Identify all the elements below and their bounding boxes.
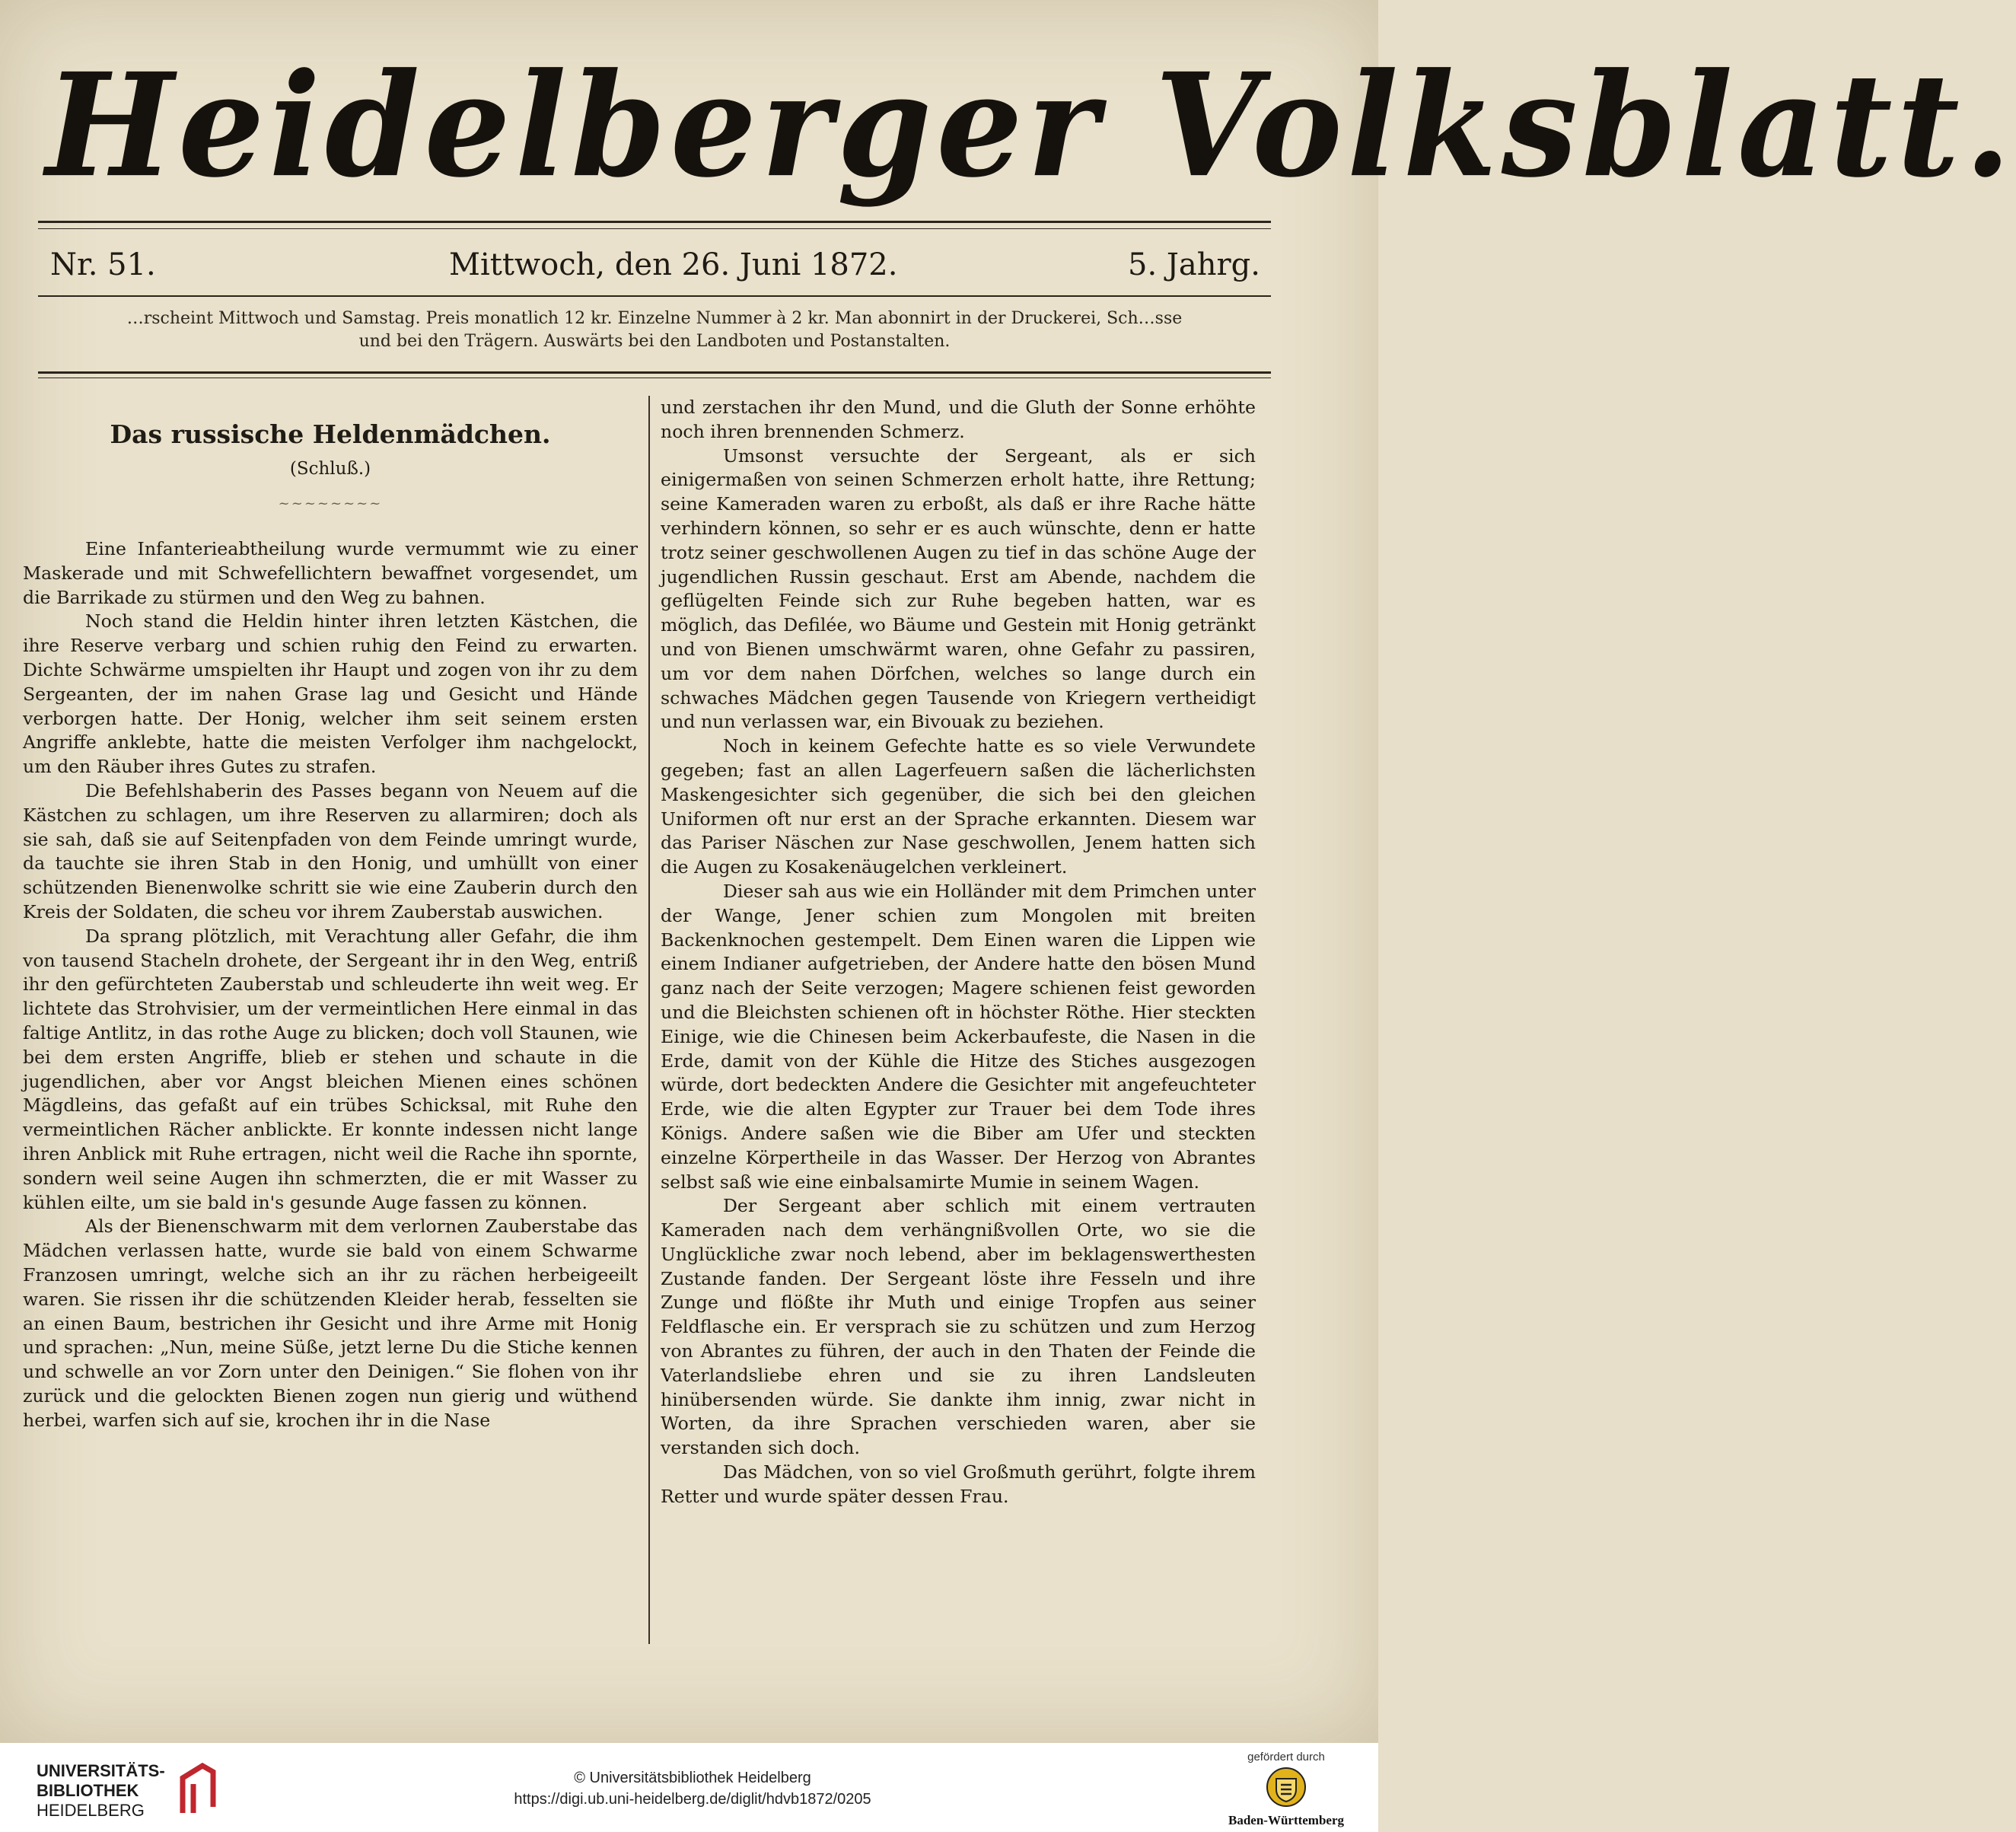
paragraph: Als der Bienenschwarm mit dem verlornen Zauberstabe das Mädchen verlassen hatte, wurde sie bald von einem Schwarme Franzosen umringt, welche sich an ihr zu rächen herbeigeeilt waren. Sie rissen ihr die schützenden Kleider herab, fesselten sie an einen Baum, bestrichen ihr Gesicht und ihre Arme mit Honig und sprachen: „Nun, meine Süße, jetzt lerne Du die Stiche kennen und schwelle an vor Zorn unter den Deinigen.“ Sie flohen von ihr zurück und die gelockten Bienen zogen nun gierig und wüthend herbei, warfen sich auf sie, krochen ihr in die Nase: [23, 1215, 638, 1431]
paragraph: Der Sergeant aber schlich mit einem vertrauten Kameraden nach dem verhängnißvollen Orte, wo sie die Unglückliche zwar noch lebend, aber im beklagenswerthesten Zustande fanden. Der Sergeant löste ihre Fesseln und ihre Zunge und flößte ihr Muth und einige Tropfen aus seiner Feldflasche ein. Er versprach sie zu schützen und zum Herzog von Abrantes zu führen, der auch in den Thaten der Feinde die Vaterlandsliebe ehren und sie zu ihren Landsleuten hinübersenden würde. Sie dankte ihm innig, zwar nicht in Worten, da ihre Sprachen verschieden waren, aber sie verstanden sich doch.: [661, 1195, 1256, 1459]
masthead-rule-thin: [38, 228, 1271, 229]
library-logo[interactable]: [37, 1761, 234, 1822]
paragraph: Noch in keinem Gefechte hatte es so viele Verwundete gegeben; fast an allen Lagerfeuern saßen die lächerlichsten Maskengesichter sich gegenüber, die sich bei den gleichen Uniformen oft nur erst an der Sprache erkannten. Diesem war das Pariser Näschen zur Nase geschwollen, Jenem hatten sich die Augen zu Kosakenäugelchen verkleinert.: [661, 735, 1256, 878]
paragraph: Noch stand die Heldin hinter ihren letzten Kästchen, die ihre Reserve verbarg und schien ruhig den Feind zu erwarten. Dichte Schwärme umspielten ihr Haupt und zogen von ihr zu dem Sergeanten, der im nahen Grase lag und Gesicht und Hände verborgen hatte. Der Honig, welcher ihm seit seinem ersten Angriffe anklebte, hatte die meisten Verfolger ihm nachgelockt, um den Räuber ihres Gutes zu strafen.: [23, 610, 638, 778]
article-subtitle: (Schluß.): [289, 459, 371, 479]
masthead-title: Heidelberger Volksblatt.: [46, 41, 2016, 209]
issue-info-row: [46, 242, 1271, 288]
subscription-line-1: …rscheint Mittwoch und Samstag. Preis monatlich 12 kr. Einzelne Nummer à 2 kr. Man abonnirt in der Druckerei, Sch…sse: [126, 309, 1183, 328]
funding-logo[interactable]: [1218, 1751, 1355, 1827]
paragraph: und zerstachen ihr den Mund, und die Gluth der Sonne erhöhte noch ihren brennenden Schmerz.: [661, 397, 1256, 442]
library-name-line: UNIVERSITÄTS-: [37, 1761, 165, 1780]
funded-by-label: gefördert durch: [1247, 1751, 1325, 1763]
library-name-line: BIBLIOTHEK: [37, 1781, 139, 1800]
library-name-line: HEIDELBERG: [37, 1801, 145, 1820]
issue-date: Mittwoch, den 26. Juni 1872.: [449, 247, 898, 282]
copyright-notice: [426, 1770, 959, 1830]
paragraph: Eine Infanterieabtheilung wurde vermummt wie zu einer Maskerade und mit Schwefellichtern bewaffnet vorgesendet, um die Barrikade zu stürmen und den Weg zu bahnen.: [23, 538, 638, 608]
coat-of-arms-icon: [1266, 1767, 1307, 1808]
subscription-line-2: und bei den Trägern. Auswärts bei den Landboten und Postanstalten.: [358, 332, 951, 351]
info-rule: [38, 295, 1271, 297]
permalink[interactable]: https://digi.ub.uni-heidelberg.de/diglit/hdvb1872/0205: [514, 1791, 871, 1808]
subscription-notice: [30, 307, 1279, 353]
library-name: [37, 1761, 174, 1821]
masthead-rule-top: [38, 221, 1271, 223]
paragraph: Dieser sah aus wie ein Holländer mit dem Primchen unter der Wange, Jener schien zum Mongolen mit breiten Backenknochen gestempelt. Dem Einen waren die Lippen wie einem Indianer aufgetrieben, der Andere hatte den bösen Mund ganz nach der Seite verzogen; Magere schienen feist geworden und die Bleichsten schienen oft in höchster Röthe. Hier steckten Einige, wie die Chinesen beim Ackerbaufeste, die Nasen in die Erde, damit von der Kühle die Hitze des Stiches ausgezogen würde, dort bedeckten Andere die Gesichter mit angefeuchteter Erde, wie die alten Egypter zur Trauer bei dem Tode ihres Königs. Andere saßen wie die Biber am Ufer und steckten einzelne Körpertheile in das Wasser. Der Herzog von Abrantes selbst saß wie eine einbalsamirte Mumie in seinem Wagen.: [661, 880, 1256, 1193]
issue-number: Nr. 51.: [50, 247, 156, 282]
article-title: Das russische Heldenmädchen.: [110, 419, 551, 449]
digitization-footer: [0, 1743, 1378, 1832]
header-rule-bottom: [38, 371, 1271, 374]
paragraph: Umsonst versuchte der Sergeant, als er sich einigermaßen von seinen Schmerzen erholt hatte, ihre Rettung; seine Kameraden waren zu erboßt, als daß er ihre Rache hätte verhindern können, so sehr er es auch wünschte, denn er hatte trotz seiner geschwollenen Augen zu tief in das schöne Auge der jugendlichen Russin geschaut. Erst am Abende, nachdem die geflügelten Feinde sich zur Ruhe begeben hatten, war es möglich, das Defilée, wo Bäume und Gestein mit Honig getränkt und von Bienen umschwärmt waren, ohne Gefahr zu passiren, um vor dem nahen Dörfchen, welches so lange durch ein schwaches Mädchen gegen Tausende von Kriegern vertheidigt und nun verlassen war, ein Bivouak zu beziehen.: [661, 444, 1256, 733]
copyright-text: © Universitätsbibliothek Heidelberg: [574, 1770, 811, 1786]
library-mark-icon: [180, 1763, 216, 1816]
paragraph: Da sprang plötzlich, mit Verachtung aller Gefahr, die ihm von tausend Stacheln drohete, der Sergeant ihr in den Weg, entriß ihr den gefürchteten Zauberstab und schleuderte ihn weit weg. Er lichtete das Strohvisier, um der vermeintlichen Here einmal in das faltige Antlitz, in das rothe Auge zu blicken; doch voll Staunen, wie bei dem ersten Angriffe, blieb er stehen und schaute in die jugendlichen, aber vor Angst bleichen Mienen eines schönen Mägdleins, das gefaßt auf ein trübes Schicksal, mit Ruhe den vermeintlichen Rächer anblickte. Er konnte indessen nicht lange ihren Anblick mit Ruhe ertragen, nicht weil die Rache ihn spornte, sondern weil seine Augen ihn schmerzten, die er mit Wasser zu kühlen eilte, um sie bald in's gesunde Auge fassen zu können.: [23, 925, 638, 1213]
column-divider: [648, 396, 650, 1644]
issue-year: 5. Jahrg.: [1128, 247, 1260, 282]
ornament-divider: ~~~~~~~~: [278, 495, 383, 511]
paragraph: Das Mädchen, von so viel Großmuth gerührt, folgte ihrem Retter und wurde später dessen Frau.: [661, 1461, 1256, 1507]
article-column-left: [23, 396, 638, 1659]
article-column-right: [661, 396, 1256, 1659]
paragraph: Die Befehlshaberin des Passes begann von Neuem auf die Kästchen zu schlagen, um ihre Reserven zu allarmiren; doch als sie sah, daß sie auf Seitenpfaden von dem Feinde umringt wurde, da tauchte sie ihren Stab in den Honig, und umhüllt von einer schützenden Bienenwolke schritt sie wie eine Zauberin durch den Kreis der Soldaten, die scheu vor ihrem Zauberstab auswichen.: [23, 779, 638, 922]
state-label: Baden-Württemberg: [1228, 1813, 1345, 1827]
